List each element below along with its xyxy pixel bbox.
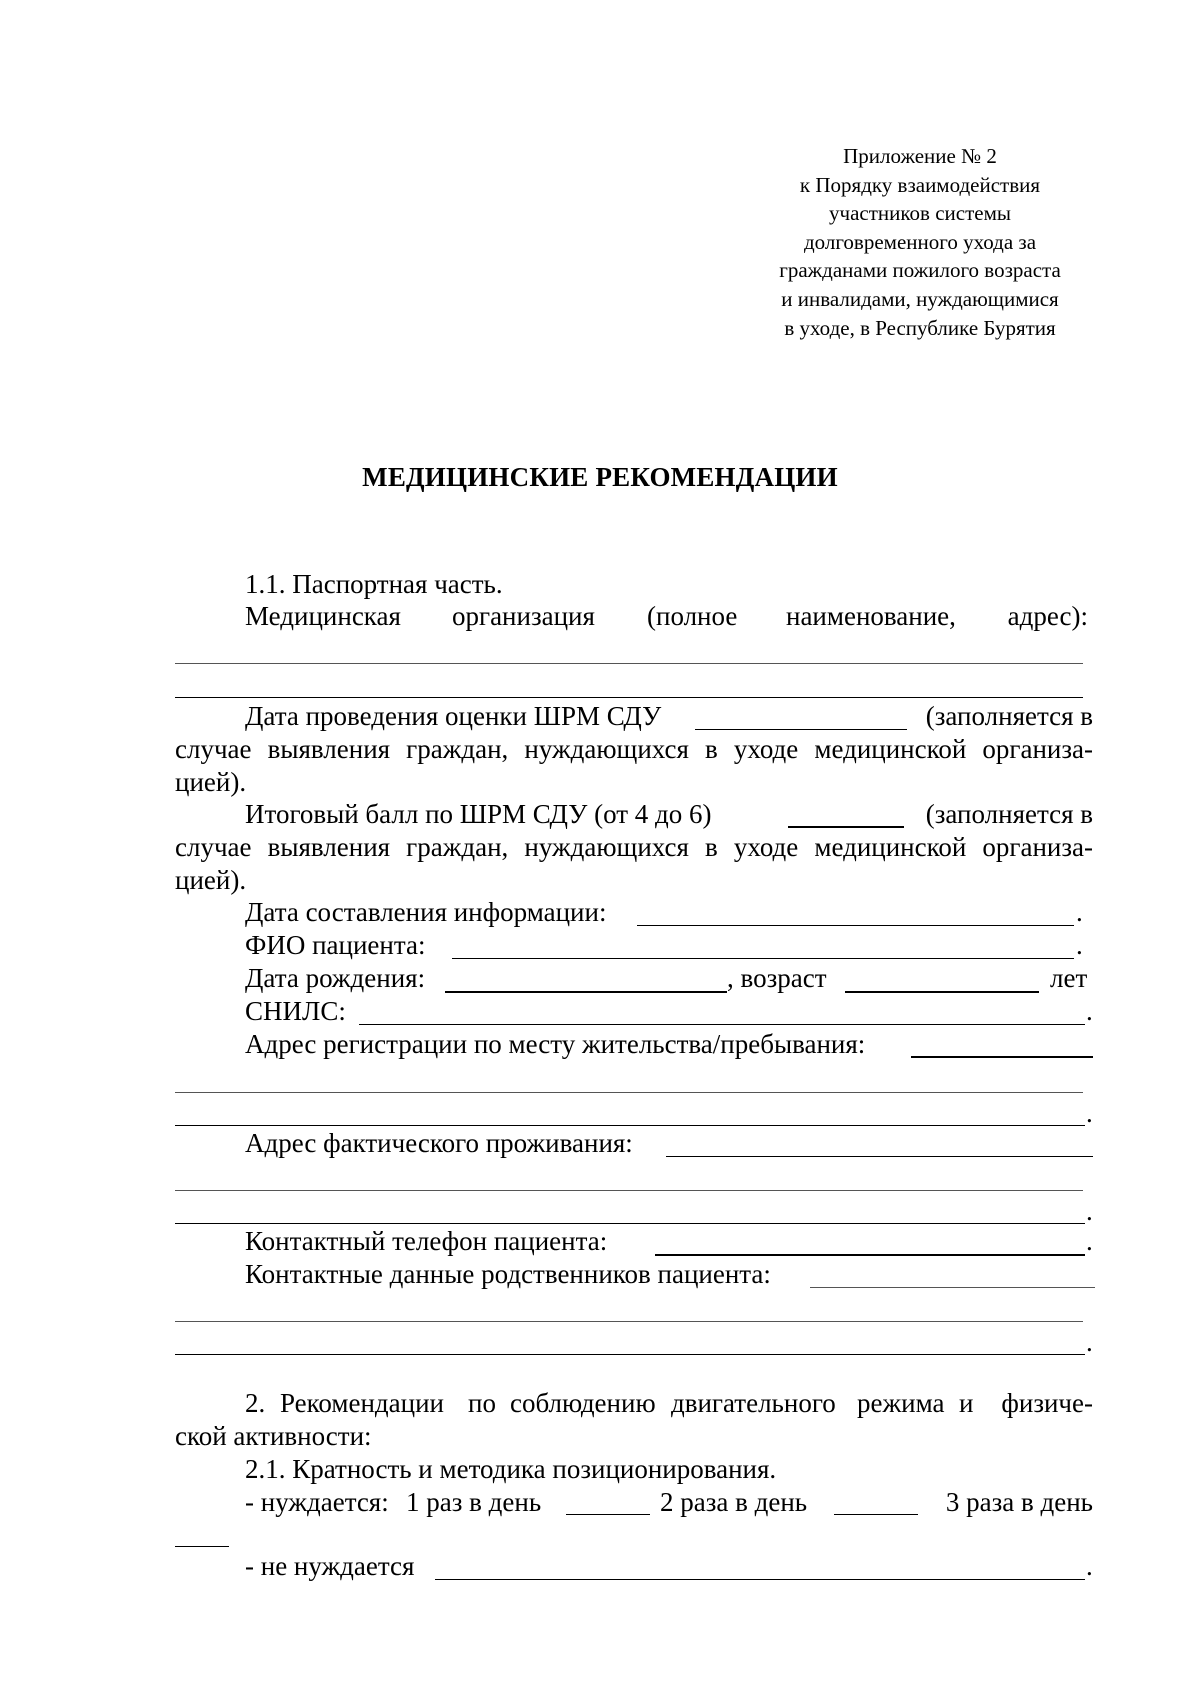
appendix-line: к Порядку взаимодействия — [799, 172, 1041, 197]
period: . — [1076, 897, 1083, 927]
heading-word: Рекомендации — [280, 1388, 444, 1418]
thrice-a-day-label: 3 раза в день — [945, 1487, 1093, 1517]
med-org-word: Медицинская — [245, 601, 401, 631]
heading-word: и — [959, 1388, 974, 1418]
med-org-word: организация — [452, 601, 595, 631]
appendix-line: гражданами пожилого возраста — [779, 258, 1061, 283]
thrice-a-day-field[interactable] — [175, 1546, 229, 1547]
phone-field[interactable] — [655, 1254, 1085, 1256]
actual-address-field[interactable] — [666, 1156, 1093, 1157]
actual-address-line-2[interactable] — [175, 1190, 1083, 1191]
appendix-line: долговременного ухода за — [803, 229, 1037, 254]
heading-word: соблюдению — [510, 1388, 656, 1418]
patient-name-label: ФИО пациента: — [245, 930, 426, 960]
appendix-line: Приложение № 2 — [843, 144, 997, 168]
med-org-blank-line-2[interactable] — [175, 697, 1083, 698]
relatives-label: Контактные данные родственников пациента: — [245, 1259, 771, 1289]
info-date-field[interactable] — [637, 925, 1074, 926]
relatives-field[interactable] — [810, 1287, 1095, 1288]
period: . — [1086, 1098, 1093, 1128]
relatives-line-3[interactable] — [175, 1354, 1085, 1355]
snils-field[interactable] — [359, 1024, 1085, 1025]
registration-address-line-3[interactable] — [175, 1125, 1085, 1126]
med-org-blank-line-1[interactable] — [175, 663, 1083, 664]
actual-address-label: Адрес фактического проживания: — [245, 1128, 633, 1158]
appendix-block — [735, 142, 1105, 342]
total-score-note: (заполняется в — [925, 799, 1093, 829]
years-label: лет — [1050, 963, 1088, 993]
period: . — [1086, 1226, 1093, 1256]
heading-word: по — [468, 1388, 496, 1418]
patient-name-field[interactable] — [452, 958, 1074, 959]
registration-address-field[interactable] — [911, 1056, 1093, 1058]
period: . — [1076, 930, 1083, 960]
not-needed-label: - не нуждается — [245, 1551, 415, 1581]
section-2-heading — [245, 1387, 1093, 1419]
registration-address-line-2[interactable] — [175, 1092, 1083, 1093]
document-title: МЕДИЦИНСКИЕ РЕКОМЕНДАЦИИ — [362, 462, 838, 492]
med-org-word: наименование, — [786, 601, 956, 631]
assessment-date-label: Дата проведения оценки ШРМ СДУ — [245, 701, 662, 731]
actual-address-line-3[interactable] — [175, 1223, 1085, 1224]
twice-a-day-field[interactable] — [834, 1514, 918, 1515]
total-score-field[interactable] — [788, 826, 904, 828]
period: . — [1086, 1551, 1093, 1581]
period: . — [1086, 1196, 1093, 1226]
section-1-1-heading: 1.1. Паспортная часть. — [245, 569, 503, 599]
heading-word: режима — [857, 1388, 945, 1418]
once-a-day-label: 1 раз в день — [406, 1487, 542, 1517]
assessment-date-note-end: цией). — [175, 767, 247, 797]
once-a-day-field[interactable] — [566, 1514, 650, 1515]
needs-label: - нуждается: — [245, 1487, 389, 1517]
not-needed-field[interactable] — [435, 1579, 1085, 1580]
appendix-line: и инвалидами, нуждающимися — [781, 286, 1059, 311]
assessment-date-note-cont: случае выявления граждан, нуждающихся в уходе медицинской организа- — [175, 734, 1093, 764]
birth-date-field[interactable] — [445, 991, 727, 993]
total-score-note-cont: случае выявления граждан, нуждающихся в уходе медицинской организа- — [175, 832, 1093, 862]
snils-label: СНИЛС: — [245, 996, 346, 1026]
heading-word: двигательного — [671, 1388, 836, 1418]
period: . — [1086, 996, 1093, 1026]
info-date-label: Дата составления информации: — [245, 897, 607, 927]
age-field[interactable] — [845, 991, 1039, 993]
phone-label: Контактный телефон пациента: — [245, 1226, 608, 1256]
heading-word: 2. — [245, 1388, 266, 1418]
med-org-word: адрес): — [1007, 601, 1088, 631]
med-org-line — [245, 600, 1088, 632]
total-score-note-end: цией). — [175, 865, 247, 895]
assessment-date-note: (заполняется в — [925, 701, 1093, 731]
total-score-label: Итоговый балл по ШРМ СДУ (от 4 до 6) — [245, 799, 712, 829]
section-2-1-heading: 2.1. Кратность и методика позиционирования. — [245, 1454, 777, 1484]
relatives-line-2[interactable] — [175, 1321, 1083, 1322]
heading-word: физиче- — [1001, 1388, 1093, 1418]
appendix-line: участников системы — [829, 201, 1011, 226]
assessment-date-field[interactable] — [695, 729, 907, 730]
appendix-line: в уходе, в Республике Бурятия — [784, 315, 1056, 340]
section-2-heading-cont: ской активности: — [175, 1421, 372, 1451]
age-label: , возраст — [727, 963, 827, 993]
twice-a-day-label: 2 раза в день — [660, 1487, 808, 1517]
birth-date-label: Дата рождения: — [245, 963, 426, 993]
period: . — [1086, 1327, 1093, 1357]
med-org-word: (полное — [647, 601, 738, 631]
registration-address-label: Адрес регистрации по месту жительства/пребывания: — [245, 1029, 866, 1059]
